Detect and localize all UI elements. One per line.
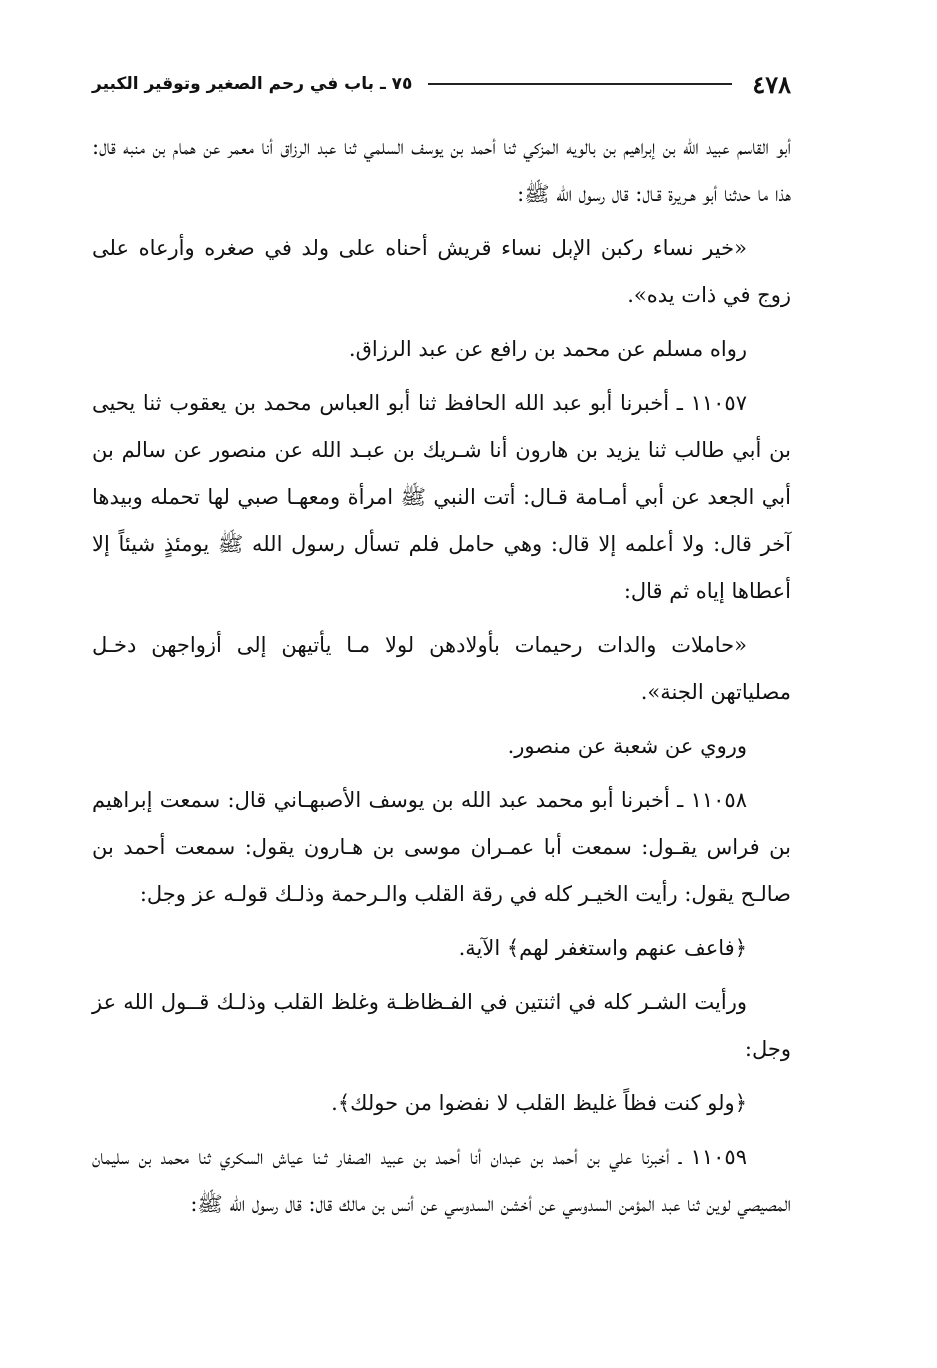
- hadith-quote: «حاملات والدات رحيمات بأولادهن لولا مـا يأتيهن إلى أزواجهن دخـل مصلياتهن الجنة».: [92, 633, 791, 704]
- paragraph-note: رواه مسلم عن محمد بن رافع عن عبد الرزاق.: [348, 337, 747, 361]
- running-title: ٧٥ ـ باب في رحم الصغير وتوقير الكبير: [92, 74, 413, 94]
- paragraph-text: ورأيت الشـر كله في اثنتين في الفـظاظـة وغلظ القلب وذلـك قــول الله عز وجل:: [92, 990, 791, 1061]
- paragraph-note: وروي عن شعبة عن منصور.: [507, 734, 747, 758]
- quran-verse: ﴿فاعف عنهم واستغفر لهم﴾ الآية.: [458, 936, 747, 960]
- page-header: [92, 66, 791, 102]
- header-rule: [428, 83, 732, 85]
- paragraph-hadith-11059: ١١٠٥٩ ـ أخبرنا علي بن أحمد بن عبدان أنا أحمد بن عبيد الصفار ثـنا عياش السكري ثنا محمد بن سليمان المصيصي لوين ثنا عبد المؤمن السدوسي عن أخشن السدوسي عن أنس بن مالك قال: قال رسول الله ﷺ:: [92, 1145, 791, 1216]
- page-number: ٤٧٨: [752, 69, 791, 99]
- page-body: [92, 124, 791, 1228]
- quran-verse: ﴿ولو كنت فظاً غليظ القلب لا نفضوا من حولك﴾.: [331, 1091, 747, 1115]
- paragraph-hadith-11057: ١١٠٥٧ ـ أخبرنا أبو عبد الله الحافظ ثنا أبو العباس محمد بن يعقوب ثنا يحيى بن أبي طالب ثنا يزيد بن هارون أنا شـريك بن عبـد الله عن منصور عن سالم بن أبي الجعد عن أبي أمـامة قـال: أتت النبي ﷺ امرأة ومعهـا صبي لها تحمله وبيدها آخر قال: ولا أعلمه إلا قال: وهي حامل فلم تسأل رسول الله ﷺ يومئذٍ شيئاً إلا أعطاها إياه ثم قال:: [92, 391, 791, 603]
- hadith-quote: «خير نساء ركبن الإبل نساء قريش أحناه على ولد في صغره وأرعاه على زوج في ذات يده».: [92, 236, 791, 307]
- paragraph-hadith-11058: ١١٠٥٨ ـ أخبرنا أبو محمد عبد الله بن يوسف الأصبهـاني قال: سمعت إبراهيم بن فراس يقـول: سمعت أبا عمـران موسى بن هـارون يقول: سمعت أحمد بن صالـح يقول: رأيت الخيـر كله في رقة القلب والـرحمة وذلـك قولـه عز وجل:: [92, 788, 791, 906]
- paragraph-isnad-continuation: أبو القاسم عبيد الله بن إبراهيم بن بالويه المزكي ثنا أحمد بن يوسف السلمي ثنا عبد الرزاق أنا معمر عن همام بن منبه قال: هذا ما حدثنا أبو هـريرة قـال: قال رسول الله ﷺ:: [92, 135, 791, 206]
